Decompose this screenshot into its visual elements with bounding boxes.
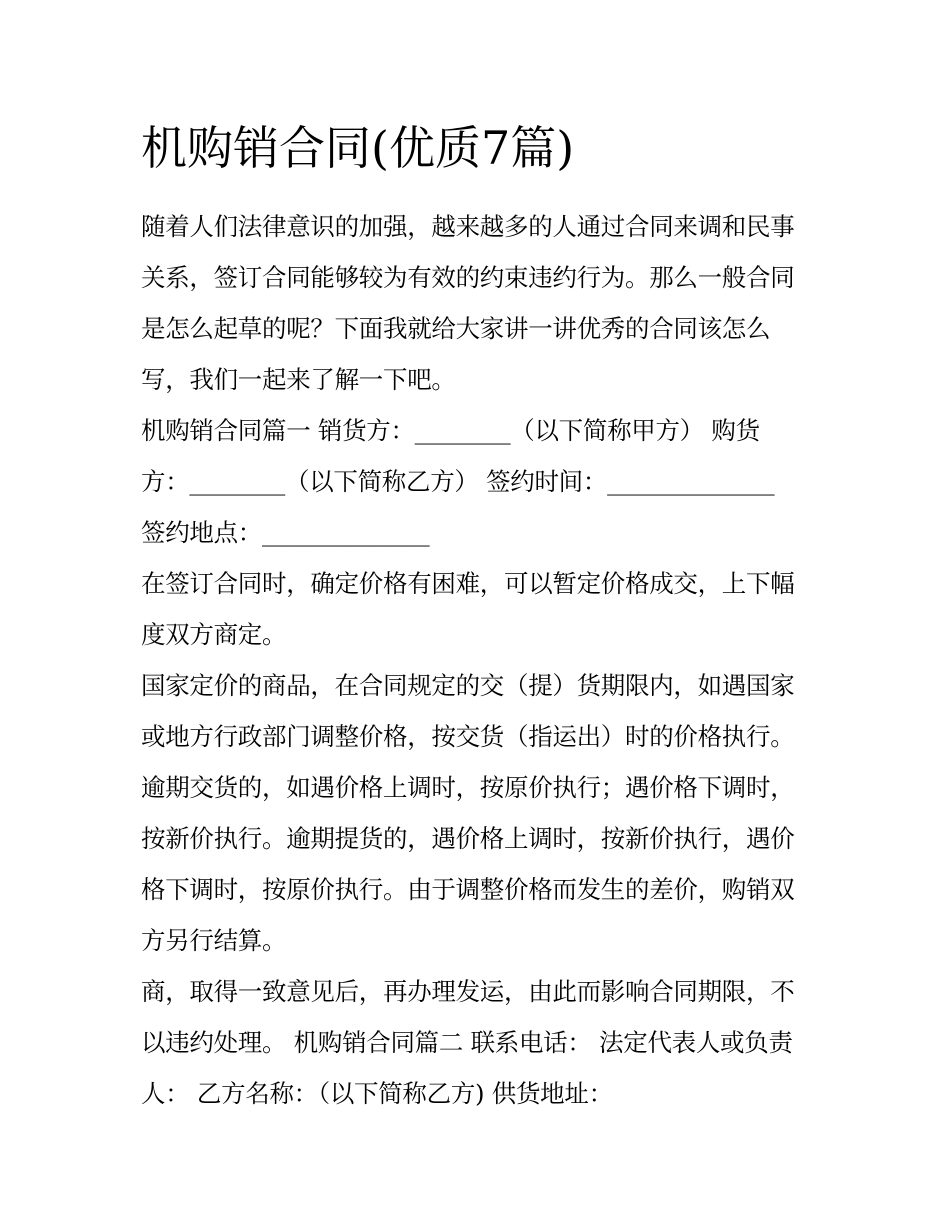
text-line: 按新价执行。逾期提货的，遇价格上调时，按新价执行，遇价: [141, 824, 795, 853]
text-line: 随着人们法律意识的加强，越来越多的人通过合同来调和民事: [141, 212, 795, 241]
document-content: [141, 118, 821, 1119]
text-line: 国家定价的商品，在合同规定的交（提）货期限内，如遇国家: [141, 671, 795, 700]
shipping-paragraph: [141, 966, 821, 1119]
price-adjustment-paragraph: [141, 660, 821, 966]
text-line: 方另行结算。: [141, 926, 287, 955]
text-line: 商，取得一致意见后，再办理发运，由此而影响合同期限，不: [141, 977, 795, 1006]
document-body: [141, 201, 821, 1119]
intro-paragraph: [141, 201, 821, 405]
text-line: 格下调时，按原价执行。由于调整价格而发生的差价，购销双: [141, 875, 795, 904]
text-line: 关系，签订合同能够较为有效的约束违约行为。那么一般合同: [141, 263, 795, 292]
text-line: 或地方行政部门调整价格，按交货（指运出）时的价格执行。: [141, 722, 795, 751]
text-line: 以违约处理。 机购销合同篇二 联系电话： 法定代表人或负责: [141, 1028, 793, 1057]
text-line: 签约地点：______________: [141, 518, 430, 547]
contract-parties-paragraph: [141, 405, 821, 558]
text-line: 在签订合同时，确定价格有困难，可以暂定价格成交，上下幅: [141, 569, 795, 598]
document-title: 机购销合同(优质7篇): [141, 121, 575, 175]
text-line: 写，我们一起来了解一下吧。: [141, 365, 456, 394]
text-line: 机购销合同篇一 销货方：________（以下简称甲方） 购货: [141, 416, 760, 445]
text-line: 度双方商定。: [141, 620, 287, 649]
text-line: 是怎么起草的呢？下面我就给大家讲一讲优秀的合同该怎么: [141, 314, 771, 343]
text-line: 人： 乙方名称：（以下简称乙方) 供货地址：: [141, 1079, 613, 1108]
text-line: 逾期交货的，如遇价格上调时，按原价执行；遇价格下调时，: [141, 773, 795, 802]
pricing-paragraph: [141, 558, 821, 660]
text-line: 方：________（以下简称乙方） 签约时间：______________: [141, 467, 775, 496]
